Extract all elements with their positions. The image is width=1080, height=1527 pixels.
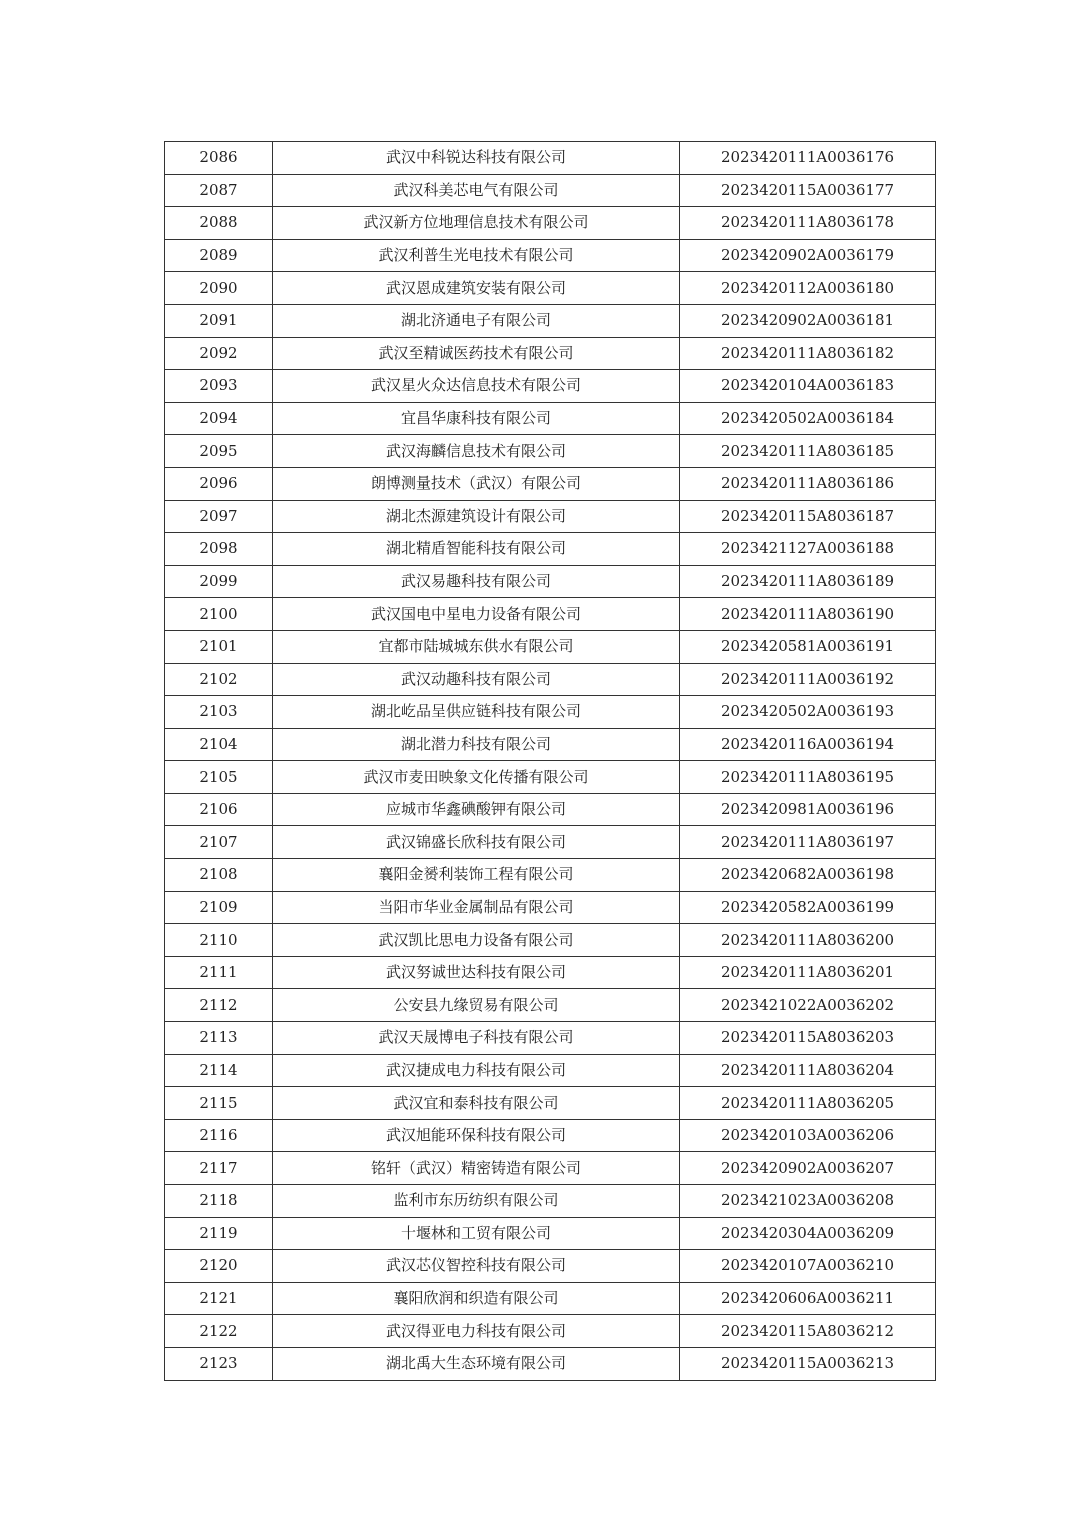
company-name-cell: 湖北杰源建筑设计有限公司 [273, 500, 680, 533]
company-name-cell: 武汉锦盛长欣科技有限公司 [273, 826, 680, 859]
company-name-cell: 襄阳欣润和织造有限公司 [273, 1282, 680, 1315]
registration-code-cell: 2023420111A8036195 [680, 761, 936, 794]
company-name-cell: 武汉中科锐达科技有限公司 [273, 142, 680, 175]
table-row [165, 142, 936, 175]
company-name-cell: 十堰林和工贸有限公司 [273, 1217, 680, 1250]
company-name-cell: 武汉天晟博电子科技有限公司 [273, 1022, 680, 1055]
row-number-cell: 2109 [165, 891, 273, 924]
company-name-cell: 武汉科美芯电气有限公司 [273, 174, 680, 207]
company-name-cell: 武汉易趣科技有限公司 [273, 565, 680, 598]
registration-code-cell: 2023420111A8036190 [680, 598, 936, 631]
row-number-cell: 2092 [165, 337, 273, 370]
row-number-cell: 2104 [165, 728, 273, 761]
registration-code-cell: 2023420111A8036185 [680, 435, 936, 468]
row-number-cell: 2098 [165, 533, 273, 566]
company-name-cell: 朗博测量技术（武汉）有限公司 [273, 467, 680, 500]
table-row [165, 663, 936, 696]
registration-code-cell: 2023420502A0036193 [680, 696, 936, 729]
row-number-cell: 2100 [165, 598, 273, 631]
table-row [165, 500, 936, 533]
company-name-cell: 武汉得亚电力科技有限公司 [273, 1315, 680, 1348]
table-row [165, 924, 936, 957]
table-row [165, 370, 936, 403]
table-row [165, 1022, 936, 1055]
registration-code-cell: 2023420116A0036194 [680, 728, 936, 761]
registration-code-cell: 2023420111A8036204 [680, 1054, 936, 1087]
row-number-cell: 2095 [165, 435, 273, 468]
row-number-cell: 2105 [165, 761, 273, 794]
row-number-cell: 2108 [165, 859, 273, 892]
row-number-cell: 2087 [165, 174, 273, 207]
table-row [165, 1217, 936, 1250]
table-row [165, 207, 936, 240]
company-name-cell: 武汉至精诚医药技术有限公司 [273, 337, 680, 370]
row-number-cell: 2110 [165, 924, 273, 957]
table-row [165, 533, 936, 566]
company-name-cell: 武汉凯比思电力设备有限公司 [273, 924, 680, 957]
table-body [165, 142, 936, 1381]
registration-code-cell: 2023420582A0036199 [680, 891, 936, 924]
table-row [165, 1282, 936, 1315]
registration-code-cell: 2023420111A8036205 [680, 1087, 936, 1120]
table-row [165, 467, 936, 500]
company-name-cell: 湖北禹大生态环境有限公司 [273, 1347, 680, 1380]
company-name-cell: 宜都市陆城城东供水有限公司 [273, 630, 680, 663]
company-name-cell: 湖北济通电子有限公司 [273, 304, 680, 337]
row-number-cell: 2117 [165, 1152, 273, 1185]
table-row [165, 435, 936, 468]
registration-code-cell: 2023421127A0036188 [680, 533, 936, 566]
registration-code-cell: 2023420581A0036191 [680, 630, 936, 663]
registration-code-cell: 2023420103A0036206 [680, 1119, 936, 1152]
row-number-cell: 2111 [165, 956, 273, 989]
company-name-cell: 应城市华鑫碘酸钾有限公司 [273, 793, 680, 826]
row-number-cell: 2103 [165, 696, 273, 729]
table-row [165, 1250, 936, 1283]
row-number-cell: 2121 [165, 1282, 273, 1315]
registration-code-cell: 2023420902A0036207 [680, 1152, 936, 1185]
table-row [165, 826, 936, 859]
row-number-cell: 2094 [165, 402, 273, 435]
registration-code-cell: 2023420111A8036189 [680, 565, 936, 598]
table-row [165, 1087, 936, 1120]
table-row [165, 891, 936, 924]
row-number-cell: 2101 [165, 630, 273, 663]
table-row [165, 174, 936, 207]
row-number-cell: 2113 [165, 1022, 273, 1055]
row-number-cell: 2107 [165, 826, 273, 859]
table-row [165, 239, 936, 272]
registration-code-cell: 2023420115A8036203 [680, 1022, 936, 1055]
company-name-cell: 当阳市华业金属制品有限公司 [273, 891, 680, 924]
registration-code-cell: 2023420111A8036197 [680, 826, 936, 859]
company-name-cell: 武汉宜和泰科技有限公司 [273, 1087, 680, 1120]
company-name-cell: 武汉利普生光电技术有限公司 [273, 239, 680, 272]
registration-code-cell: 2023420111A8036182 [680, 337, 936, 370]
registration-code-cell: 2023420111A0036192 [680, 663, 936, 696]
row-number-cell: 2112 [165, 989, 273, 1022]
table-row [165, 337, 936, 370]
row-number-cell: 2088 [165, 207, 273, 240]
registration-code-cell: 2023420115A8036187 [680, 500, 936, 533]
company-name-cell: 武汉海麟信息技术有限公司 [273, 435, 680, 468]
row-number-cell: 2114 [165, 1054, 273, 1087]
company-name-cell: 湖北潜力科技有限公司 [273, 728, 680, 761]
row-number-cell: 2096 [165, 467, 273, 500]
company-name-cell: 武汉恩成建筑安装有限公司 [273, 272, 680, 305]
row-number-cell: 2099 [165, 565, 273, 598]
registration-code-cell: 2023420111A0036176 [680, 142, 936, 175]
company-name-cell: 监利市东历纺织有限公司 [273, 1185, 680, 1218]
registration-code-cell: 2023420111A8036201 [680, 956, 936, 989]
table-row [165, 1315, 936, 1348]
table-row [165, 565, 936, 598]
table-row [165, 1185, 936, 1218]
table-row [165, 1347, 936, 1380]
table-row [165, 696, 936, 729]
company-name-cell: 武汉国电中星电力设备有限公司 [273, 598, 680, 631]
table-row [165, 630, 936, 663]
table-row [165, 272, 936, 305]
registration-code-cell: 2023420606A0036211 [680, 1282, 936, 1315]
company-name-cell: 湖北精盾智能科技有限公司 [273, 533, 680, 566]
row-number-cell: 2089 [165, 239, 273, 272]
registration-code-cell: 2023420902A0036181 [680, 304, 936, 337]
company-name-cell: 宜昌华康科技有限公司 [273, 402, 680, 435]
company-name-cell: 铭轩（武汉）精密铸造有限公司 [273, 1152, 680, 1185]
registration-code-cell: 2023420111A8036200 [680, 924, 936, 957]
row-number-cell: 2102 [165, 663, 273, 696]
company-name-cell: 襄阳金赟利装饰工程有限公司 [273, 859, 680, 892]
row-number-cell: 2086 [165, 142, 273, 175]
table-row [165, 989, 936, 1022]
row-number-cell: 2118 [165, 1185, 273, 1218]
table-row [165, 793, 936, 826]
row-number-cell: 2115 [165, 1087, 273, 1120]
row-number-cell: 2106 [165, 793, 273, 826]
table-row [165, 304, 936, 337]
table-row [165, 1054, 936, 1087]
registration-code-cell: 2023421022A0036202 [680, 989, 936, 1022]
registration-code-cell: 2023420104A0036183 [680, 370, 936, 403]
registration-code-cell: 2023421023A0036208 [680, 1185, 936, 1218]
company-name-cell: 武汉星火众达信息技术有限公司 [273, 370, 680, 403]
table-row [165, 859, 936, 892]
company-name-cell: 武汉新方位地理信息技术有限公司 [273, 207, 680, 240]
row-number-cell: 2090 [165, 272, 273, 305]
company-name-cell: 武汉动趣科技有限公司 [273, 663, 680, 696]
row-number-cell: 2122 [165, 1315, 273, 1348]
company-registry-table [164, 141, 936, 1381]
company-name-cell: 武汉市麦田映象文化传播有限公司 [273, 761, 680, 794]
registration-code-cell: 2023420981A0036196 [680, 793, 936, 826]
registration-code-cell: 2023420107A0036210 [680, 1250, 936, 1283]
table-row [165, 402, 936, 435]
registration-code-cell: 2023420902A0036179 [680, 239, 936, 272]
registration-code-cell: 2023420111A8036186 [680, 467, 936, 500]
registration-code-cell: 2023420112A0036180 [680, 272, 936, 305]
company-name-cell: 武汉努诚世达科技有限公司 [273, 956, 680, 989]
row-number-cell: 2097 [165, 500, 273, 533]
company-name-cell: 武汉芯仪智控科技有限公司 [273, 1250, 680, 1283]
table-row [165, 1152, 936, 1185]
table-row [165, 1119, 936, 1152]
registration-code-cell: 2023420111A8036178 [680, 207, 936, 240]
company-name-cell: 武汉捷成电力科技有限公司 [273, 1054, 680, 1087]
table-row [165, 956, 936, 989]
registration-code-cell: 2023420502A0036184 [680, 402, 936, 435]
table-row [165, 761, 936, 794]
row-number-cell: 2120 [165, 1250, 273, 1283]
company-name-cell: 湖北屹品呈供应链科技有限公司 [273, 696, 680, 729]
registration-code-cell: 2023420304A0036209 [680, 1217, 936, 1250]
company-name-cell: 公安县九缘贸易有限公司 [273, 989, 680, 1022]
registration-code-cell: 2023420682A0036198 [680, 859, 936, 892]
row-number-cell: 2091 [165, 304, 273, 337]
row-number-cell: 2123 [165, 1347, 273, 1380]
company-name-cell: 武汉旭能环保科技有限公司 [273, 1119, 680, 1152]
table-row [165, 728, 936, 761]
row-number-cell: 2119 [165, 1217, 273, 1250]
row-number-cell: 2093 [165, 370, 273, 403]
registration-code-cell: 2023420115A0036213 [680, 1347, 936, 1380]
table-row [165, 598, 936, 631]
row-number-cell: 2116 [165, 1119, 273, 1152]
registration-code-cell: 2023420115A8036212 [680, 1315, 936, 1348]
registration-code-cell: 2023420115A0036177 [680, 174, 936, 207]
